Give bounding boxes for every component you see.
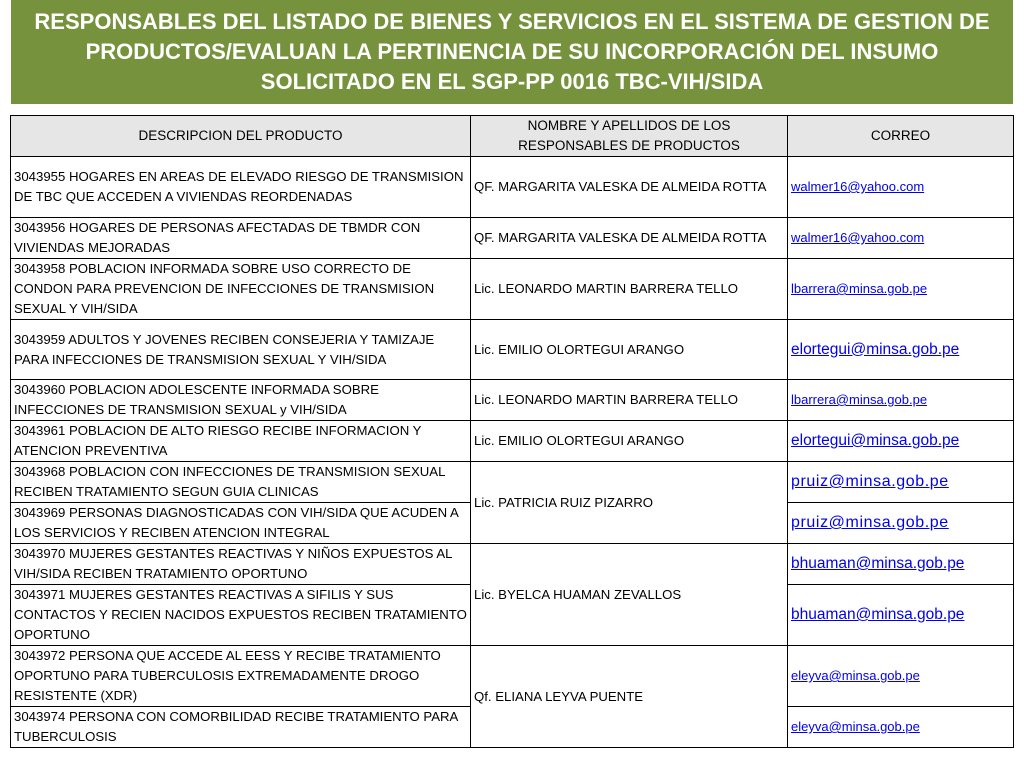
email-link[interactable]: elortegui@minsa.gob.pe: [791, 432, 960, 449]
email-cell: [788, 259, 1014, 320]
table-row: [11, 157, 1014, 218]
email-link[interactable]: lbarrera@minsa.gob.pe: [791, 281, 928, 296]
email-cell: [788, 503, 1014, 544]
table-row: [11, 218, 1014, 259]
product-description: 3043960 POBLACION ADOLESCENTE INFORMADA SOBRE INFECCIONES DE TRANSMISION SEXUAL y VIH/SIDA: [11, 380, 471, 421]
product-description: 3043968 POBLACION CON INFECCIONES DE TRANSMISION SEXUAL RECIBEN TRATAMIENTO SEGUN GUIA CLINICAS: [11, 462, 471, 503]
product-description: 3043971 MUJERES GESTANTES REACTIVAS A SIFILIS Y SUS CONTACTOS Y RECIEN NACIDOS EXPUESTOS RECIBEN TRATAMIENTO OPORTUNO: [11, 585, 471, 646]
email-cell: [788, 707, 1014, 748]
product-description: 3043955 HOGARES EN AREAS DE ELEVADO RIESGO DE TRANSMISION DE TBC QUE ACCEDEN A VIVIENDAS REORDENADAS: [11, 157, 471, 218]
email-cell: [788, 320, 1014, 380]
email-link[interactable]: bhuaman@minsa.gob.pe: [791, 555, 965, 572]
email-link[interactable]: eleyva@minsa.gob.pe: [791, 719, 920, 734]
table-row: [11, 380, 1014, 421]
table-header-row: [11, 116, 1014, 157]
product-description: 3043959 ADULTOS Y JOVENES RECIBEN CONSEJERIA Y TAMIZAJE PARA INFECCIONES DE TRANSMISION SEXUAL Y VIH/SIDA: [11, 320, 471, 380]
table-row: [11, 320, 1014, 380]
responsable-name: Lic. LEONARDO MARTIN BARRERA TELLO: [471, 380, 788, 421]
product-description: 3043958 POBLACION INFORMADA SOBRE USO CORRECTO DE CONDON PARA PREVENCION DE INFECCIONES DE TRANSMISION SEXUAL Y VIH/SIDA: [11, 259, 471, 320]
email-link[interactable]: pruiz@minsa.gob.pe: [791, 514, 949, 531]
header-correo: CORREO: [788, 116, 1014, 157]
responsable-name: Lic. PATRICIA RUIZ PIZARRO: [471, 462, 788, 544]
email-cell: [788, 585, 1014, 646]
responsables-table: [10, 115, 1014, 748]
email-link[interactable]: elortegui@minsa.gob.pe: [791, 340, 960, 358]
table-row: [11, 421, 1014, 462]
header-descripcion: DESCRIPCION DEL PRODUCTO: [11, 116, 471, 157]
email-link[interactable]: pruiz@minsa.gob.pe: [791, 473, 949, 490]
table-row: [11, 462, 1014, 503]
responsable-name: QF. MARGARITA VALESKA DE ALMEIDA ROTTA: [471, 218, 788, 259]
product-description: 3043956 HOGARES DE PERSONAS AFECTADAS DE TBMDR CON VIVIENDAS MEJORADAS: [11, 218, 471, 259]
responsable-name: Lic. EMILIO OLORTEGUI ARANGO: [471, 320, 788, 380]
responsable-name: Lic. EMILIO OLORTEGUI ARANGO: [471, 421, 788, 462]
responsable-name: Lic. BYELCA HUAMAN ZEVALLOS: [471, 544, 788, 646]
email-cell: [788, 421, 1014, 462]
table-row: [11, 544, 1014, 585]
responsable-name: QF. MARGARITA VALESKA DE ALMEIDA ROTTA: [471, 157, 788, 218]
page-title: RESPONSABLES DEL LISTADO DE BIENES Y SERVICIOS EN EL SISTEMA DE GESTION DE PRODUCTOS/EVALUAN LA PERTINENCIA DE SU INCORPORACIÓN DEL INSUMO SOLICITADO EN EL SGP-PP 0016 TBC-VIH/SIDA: [34, 9, 990, 94]
email-link[interactable]: walmer16@yahoo.com: [791, 230, 925, 245]
email-cell: [788, 544, 1014, 585]
email-link[interactable]: bhuaman@minsa.gob.pe: [791, 606, 965, 623]
product-description: 3043970 MUJERES GESTANTES REACTIVAS Y NIÑOS EXPUESTOS AL VIH/SIDA RECIBEN TRATAMIENTO OPORTUNO: [11, 544, 471, 585]
email-cell: [788, 646, 1014, 707]
header-responsable: NOMBRE Y APELLIDOS DE LOS RESPONSABLES DE PRODUCTOS: [471, 116, 788, 157]
email-link[interactable]: lbarrera@minsa.gob.pe: [791, 392, 928, 407]
title-banner: [11, 0, 1013, 104]
product-description: 3043961 POBLACION DE ALTO RIESGO RECIBE INFORMACION Y ATENCION PREVENTIVA: [11, 421, 471, 462]
table-row: [11, 259, 1014, 320]
email-cell: [788, 462, 1014, 503]
email-cell: [788, 218, 1014, 259]
email-link[interactable]: eleyva@minsa.gob.pe: [791, 668, 920, 683]
table-row: [11, 646, 1014, 707]
email-link[interactable]: walmer16@yahoo.com: [791, 179, 925, 194]
responsable-name: Qf. ELIANA LEYVA PUENTE: [471, 646, 788, 748]
product-description: 3043972 PERSONA QUE ACCEDE AL EESS Y RECIBE TRATAMIENTO OPORTUNO PARA TUBERCULOSIS EXTREMADAMENTE DROGO RESISTENTE (XDR): [11, 646, 471, 707]
product-description: 3043969 PERSONAS DIAGNOSTICADAS CON VIH/SIDA QUE ACUDEN A LOS SERVICIOS Y RECIBEN ATENCION INTEGRAL: [11, 503, 471, 544]
email-cell: [788, 380, 1014, 421]
product-description: 3043974 PERSONA CON COMORBILIDAD RECIBE TRATAMIENTO PARA TUBERCULOSIS: [11, 707, 471, 748]
responsable-name: Lic. LEONARDO MARTIN BARRERA TELLO: [471, 259, 788, 320]
email-cell: [788, 157, 1014, 218]
